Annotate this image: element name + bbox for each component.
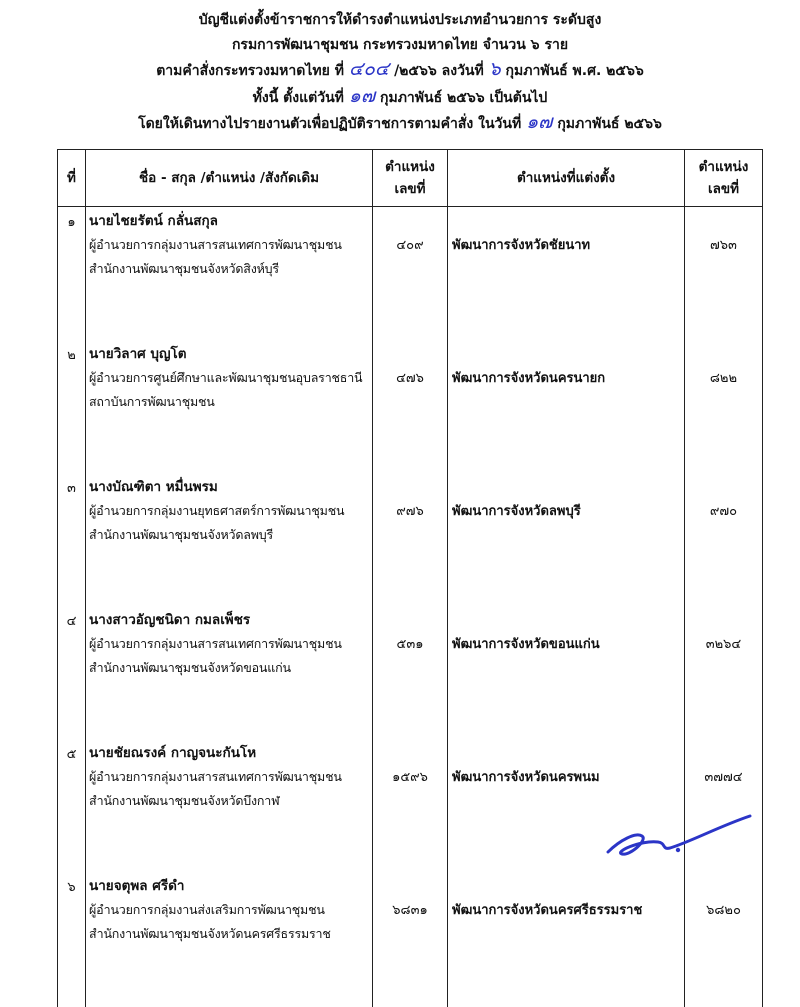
person-office: สำนักงานพัฒนาชุมชนจังหวัดบึงกาฬ xyxy=(89,793,280,808)
new-position-number: ๗๖๓ xyxy=(685,207,763,341)
person-office: สำนักงานพัฒนาชุมชนจังหวัดลพบุรี xyxy=(89,527,274,542)
document-header xyxy=(0,8,800,137)
table-row xyxy=(58,872,763,1007)
person-position: ผู้อำนวยการกลุ่มงานสารสนเทศการพัฒนาชุมชน xyxy=(89,636,342,651)
person-position: ผู้อำนวยการกลุ่มงานยุทธศาสตร์การพัฒนาชุมชน xyxy=(89,503,345,518)
person-cell xyxy=(86,872,373,1007)
table-header-row xyxy=(58,150,763,207)
handwritten-order-day: ๖ xyxy=(488,58,501,81)
row-number: ๕ xyxy=(58,739,86,872)
new-position: พัฒนาการจังหวัดนครนายก xyxy=(448,340,685,473)
new-position: พัฒนาการจังหวัดนครศรีธรรมราช xyxy=(448,872,685,1007)
header-line-4: ทั้งนี้ ตั้งแต่วันที่ ๑๗ กุมภาพันธ์ ๒๕๖๖ เป็นต้นไป xyxy=(252,84,548,107)
row-number: ๖ xyxy=(58,872,86,1007)
person-office: สำนักงานพัฒนาชุมชนจังหวัดขอนแก่น xyxy=(89,660,291,675)
new-position: พัฒนาการจังหวัดชัยนาท xyxy=(448,207,685,341)
person-name: นายไชยรัตน์ กลั่นสกุล xyxy=(89,213,218,229)
row-number: ๑ xyxy=(58,207,86,341)
person-position: ผู้อำนวยการกลุ่มงานสารสนเทศการพัฒนาชุมชน xyxy=(89,237,342,252)
person-cell xyxy=(86,473,373,606)
person-cell xyxy=(86,340,373,473)
person-position: ผู้อำนวยการศูนย์ศึกษาและพัฒนาชุมชนอุบลราชธานี xyxy=(89,370,363,385)
person-name: นางสาวอัญชนิดา กมลเพ็ชร xyxy=(89,612,251,628)
person-office: สถาบันการพัฒนาชุมชน xyxy=(89,394,215,409)
person-cell xyxy=(86,739,373,872)
header-person: ชื่อ - สกุล /ตำแหน่ง /สังกัดเดิม xyxy=(86,150,373,207)
row-number: ๒ xyxy=(58,340,86,473)
header-new-position: ตำแหน่งที่แต่งตั้ง xyxy=(448,150,685,207)
new-position-number: ๙๗๐ xyxy=(685,473,763,606)
table-row xyxy=(58,207,763,341)
header-line-3: ตามคำสั่งกระทรวงมหาดไทย ที่ ๔๐๔ /๒๕๖๖ ลงวันที่ ๖ กุมภาพันธ์ พ.ศ. ๒๕๖๖ xyxy=(156,58,644,81)
new-position-number: ๓๒๖๔ xyxy=(685,606,763,739)
new-position-number: ๘๒๒ xyxy=(685,340,763,473)
new-position: พัฒนาการจังหวัดนครพนม xyxy=(448,739,685,872)
old-position-number: ๖๘๓๑ xyxy=(373,872,448,1007)
new-position-number: ๓๗๗๔ xyxy=(685,739,763,872)
person-office: สำนักงานพัฒนาชุมชนจังหวัดนครศรีธรรมราช xyxy=(89,926,331,941)
person-cell xyxy=(86,207,373,341)
person-position: ผู้อำนวยการกลุ่มงานส่งเสริมการพัฒนาชุมชน xyxy=(89,902,325,917)
appointment-table xyxy=(57,149,763,1007)
person-name: นายชัยณรงค์ กาญจนะกันโห xyxy=(89,745,257,761)
table-row xyxy=(58,340,763,473)
new-position: พัฒนาการจังหวัดลพบุรี xyxy=(448,473,685,606)
handwritten-order-number: ๔๐๔ xyxy=(348,58,390,81)
old-position-number: ๔๐๙ xyxy=(373,207,448,341)
row-number: ๔ xyxy=(58,606,86,739)
person-name: นางบัณฑิตา หมื่นพรม xyxy=(89,479,218,495)
table-row xyxy=(58,473,763,606)
header-line-5: โดยให้เดินทางไปรายงานตัวเพื่อปฏิบัติราชการตามคำสั่ง ในวันที่ ๑๗ กุมภาพันธ์ ๒๕๖๖ xyxy=(138,111,662,134)
person-name: นายจตุพล ศรีดำ xyxy=(89,878,185,894)
handwritten-effective-day: ๑๗ xyxy=(348,84,376,107)
header-line-1: บัญชีแต่งตั้งข้าราชการให้ดำรงตำแหน่งประเภทอำนวยการ ระดับสูง xyxy=(198,12,602,28)
header-no: ที่ xyxy=(58,150,86,207)
new-position-number: ๖๘๒๐ xyxy=(685,872,763,1007)
person-cell xyxy=(86,606,373,739)
row-number: ๓ xyxy=(58,473,86,606)
old-position-number: ๕๓๑ xyxy=(373,606,448,739)
header-old-number: ตำแหน่ง เลขที่ xyxy=(373,150,448,207)
handwritten-report-day: ๑๗ xyxy=(526,111,553,134)
old-position-number: ๔๗๖ xyxy=(373,340,448,473)
header-line-2: กรมการพัฒนาชุมชน กระทรวงมหาดไทย จำนวน ๖ ราย xyxy=(231,36,569,53)
person-position: ผู้อำนวยการกลุ่มงานสารสนเทศการพัฒนาชุมชน xyxy=(89,769,342,784)
old-position-number: ๙๗๖ xyxy=(373,473,448,606)
new-position: พัฒนาการจังหวัดขอนแก่น xyxy=(448,606,685,739)
old-position-number: ๑๕๙๖ xyxy=(373,739,448,872)
handwritten-signature-icon xyxy=(600,810,770,859)
table-row xyxy=(58,606,763,739)
person-office: สำนักงานพัฒนาชุมชนจังหวัดสิงห์บุรี xyxy=(89,261,279,276)
header-new-number: ตำแหน่ง เลขที่ xyxy=(685,150,763,207)
person-name: นายวิลาศ บุญโต xyxy=(89,346,187,362)
